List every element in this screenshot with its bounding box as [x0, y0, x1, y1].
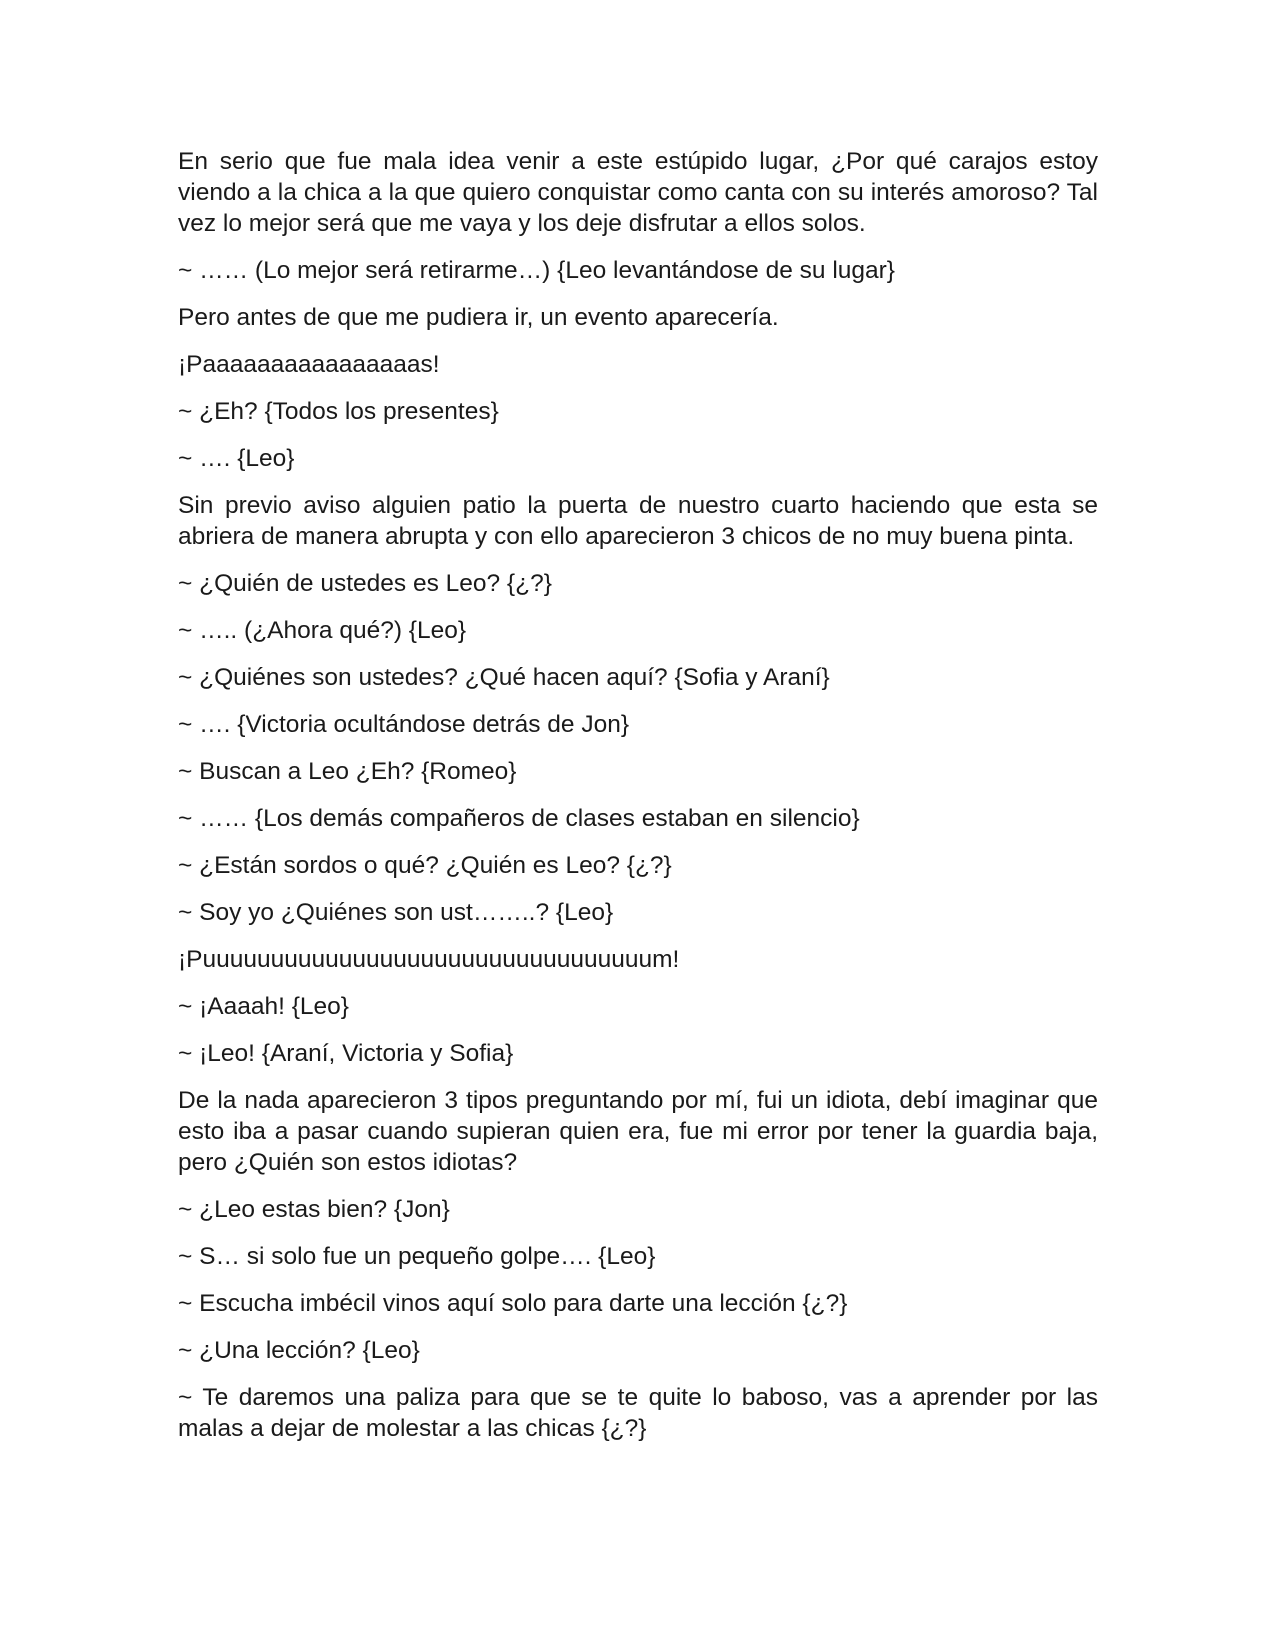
narration-paragraph: De la nada aparecieron 3 tipos preguntando por mí, fui un idiota, debí imaginar que esto iba a pasar cuando supieran quien era, fue mi error por tener la guardia baja, pero ¿Quién son estos idiotas? [178, 1087, 1098, 1176]
dialogue-line: ~ …… {Los demás compañeros de clases estaban en silencio} [178, 805, 860, 832]
dialogue-line: ~ …. {Leo} [178, 445, 295, 472]
dialogue-line: ~ ¿Quiénes son ustedes? ¿Qué hacen aquí? {Sofia y Araní} [178, 664, 830, 691]
sound-effect: ¡Puuuuuuuuuuuuuuuuuuuuuuuuuuuuuuuuum! [178, 946, 680, 973]
sound-effect: ¡Paaaaaaaaaaaaaaaas! [178, 351, 440, 378]
document-page [178, 146, 1098, 1460]
dialogue-line: ~ ¿Leo estas bien? {Jon} [178, 1196, 450, 1223]
dialogue-line: ~ S… si solo fue un pequeño golpe…. {Leo} [178, 1243, 656, 1270]
dialogue-line: ~ ¿Están sordos o qué? ¿Quién es Leo? {¿?} [178, 852, 672, 879]
dialogue-line: ~ …… (Lo mejor será retirarme…) {Leo levantándose de su lugar} [178, 257, 895, 284]
dialogue-line: ~ ¿Quién de ustedes es Leo? {¿?} [178, 570, 552, 597]
dialogue-line: ~ ¡Aaaah! {Leo} [178, 993, 349, 1020]
dialogue-line: ~ Escucha imbécil vinos aquí solo para darte una lección {¿?} [178, 1290, 848, 1317]
dialogue-line: ~ Buscan a Leo ¿Eh? {Romeo} [178, 758, 517, 785]
dialogue-line: ~ ¿Una lección? {Leo} [178, 1337, 420, 1364]
narration-paragraph: Pero antes de que me pudiera ir, un evento aparecería. [178, 304, 779, 331]
narration-paragraph: En serio que fue mala idea venir a este estúpido lugar, ¿Por qué carajos estoy viendo a la chica a la que quiero conquistar como canta con su interés amoroso? Tal vez lo mejor será que me vaya y los deje disfrutar a ellos solos. [178, 148, 1098, 237]
dialogue-line: ~ Soy yo ¿Quiénes son ust……..? {Leo} [178, 899, 614, 926]
dialogue-line: ~ ….. (¿Ahora qué?) {Leo} [178, 617, 467, 644]
dialogue-line: ~ ¡Leo! {Araní, Victoria y Sofia} [178, 1040, 514, 1067]
dialogue-line: ~ …. {Victoria ocultándose detrás de Jon} [178, 711, 630, 738]
narration-paragraph: Sin previo aviso alguien patio la puerta de nuestro cuarto haciendo que esta se abriera de manera abrupta y con ello aparecieron 3 chicos de no muy buena pinta. [178, 492, 1098, 550]
dialogue-line: ~ ¿Eh? {Todos los presentes} [178, 398, 499, 425]
dialogue-line: ~ Te daremos una paliza para que se te quite lo baboso, vas a aprender por las malas a dejar de molestar a las chicas {¿?} [178, 1384, 1098, 1442]
